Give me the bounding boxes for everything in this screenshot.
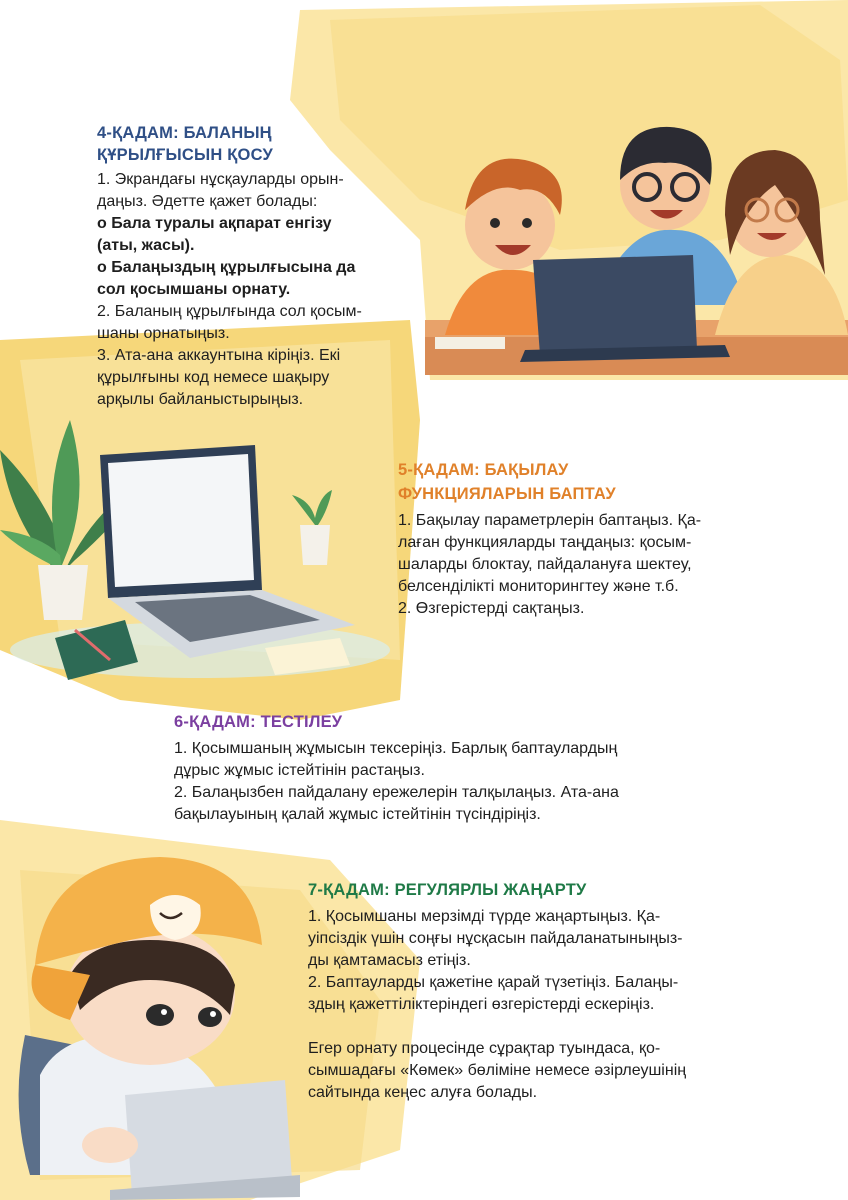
step4-line: арқылы байланыстырыңыз. bbox=[97, 391, 304, 408]
step4-title-line2: ҚҰРЫЛҒЫСЫН ҚОСУ bbox=[97, 146, 273, 164]
step7-note-line: сымшадағы «Көмек» бөліміне немесе әзірлеушінің bbox=[308, 1062, 687, 1079]
step7-line: уіпсіздік үшін соңғы нұсқасын пайдаланатыныңыз- bbox=[308, 930, 683, 947]
laptop-plant-illustration bbox=[0, 380, 400, 690]
step6-line: 1. Қосымшаның жұмысын тексеріңіз. Барлық баптаулардың bbox=[174, 740, 618, 757]
step4-title-line1: 4-ҚАДАМ: БАЛАНЫҢ bbox=[97, 124, 272, 142]
step7-note-line: сайтында кеңес алуға болады. bbox=[308, 1084, 538, 1101]
step4-title bbox=[97, 123, 273, 165]
step7-note-line: Егер орнату процесінде сұрақтар туындаса, қо- bbox=[308, 1040, 661, 1057]
step5-title-line2: ФУНКЦИЯЛАРЫН БАПТАУ bbox=[398, 485, 616, 503]
step4-line: даңыз. Әдетте қажет болады: bbox=[97, 193, 318, 210]
step7-body bbox=[308, 906, 798, 1104]
step7-title: 7-ҚАДАМ: РЕГУЛЯРЛЫ ЖАҢАРТУ bbox=[308, 881, 587, 899]
step4-bullet: (аты, жасы). bbox=[97, 237, 195, 254]
step4-line: 2. Баланың құрылғында сол қосым- bbox=[97, 303, 362, 320]
step5-body bbox=[398, 510, 838, 620]
step5-line: шаларды блоктау, пайдалануға шектеу, bbox=[398, 556, 692, 573]
step4-line: 3. Ата-ана аккаунтына кіріңіз. Екі bbox=[97, 347, 341, 364]
step7-line: здың қажеттіліктеріндегі өзгерістерді ескеріңіз. bbox=[308, 996, 655, 1013]
step6-line: 2. Балаңызбен пайдалану ережелерін талқылаңыз. Ата-ана bbox=[174, 784, 619, 801]
step4-bullet: o Бала туралы ақпарат енгізу bbox=[97, 215, 332, 232]
kids-laptop-illustration bbox=[425, 105, 848, 375]
step4-bullet: o Балаңыздың құрылғысына да bbox=[97, 259, 356, 276]
step7-line: 2. Баптауларды қажетіне қарай түзетіңіз. Балаңы- bbox=[308, 974, 679, 991]
step5-line: 2. Өзгерістерді сақтаңыз. bbox=[398, 600, 585, 617]
step7-line: ды қамтамасыз етіңіз. bbox=[308, 952, 471, 969]
step4-line: 1. Экрандағы нұсқауларды орын- bbox=[97, 171, 344, 188]
boy-cap-illustration bbox=[0, 845, 300, 1200]
step6-title: 6-ҚАДАМ: ТЕСТІЛЕУ bbox=[174, 713, 343, 731]
step7-line: 1. Қосымшаны мерзімді түрде жаңартыңыз. Қа- bbox=[308, 908, 661, 925]
step4-line: шаны орнатыңыз. bbox=[97, 325, 230, 342]
step5-title bbox=[398, 460, 616, 504]
step5-line: лаған функцияларды таңдаңыз: қосым- bbox=[398, 534, 692, 551]
step4-bullet: сол қосымшаны орнату. bbox=[97, 281, 291, 298]
step6-line: дұрыс жұмыс істейтінін растаңыз. bbox=[174, 762, 425, 779]
step6-line: бақылауының қалай жұмыс істейтінін түсіндіріңіз. bbox=[174, 806, 541, 823]
step6-body bbox=[174, 738, 794, 826]
step5-line: белсенділікті мониторингтеу және т.б. bbox=[398, 578, 679, 595]
step4-body bbox=[97, 169, 417, 411]
step5-line: 1. Бақылау параметрлерін баптаңыз. Қа- bbox=[398, 512, 702, 529]
step4-line: құрылғыны код немесе шақыру bbox=[97, 369, 330, 386]
step5-title-line1: 5-ҚАДАМ: БАҚЫЛАУ bbox=[398, 461, 569, 479]
